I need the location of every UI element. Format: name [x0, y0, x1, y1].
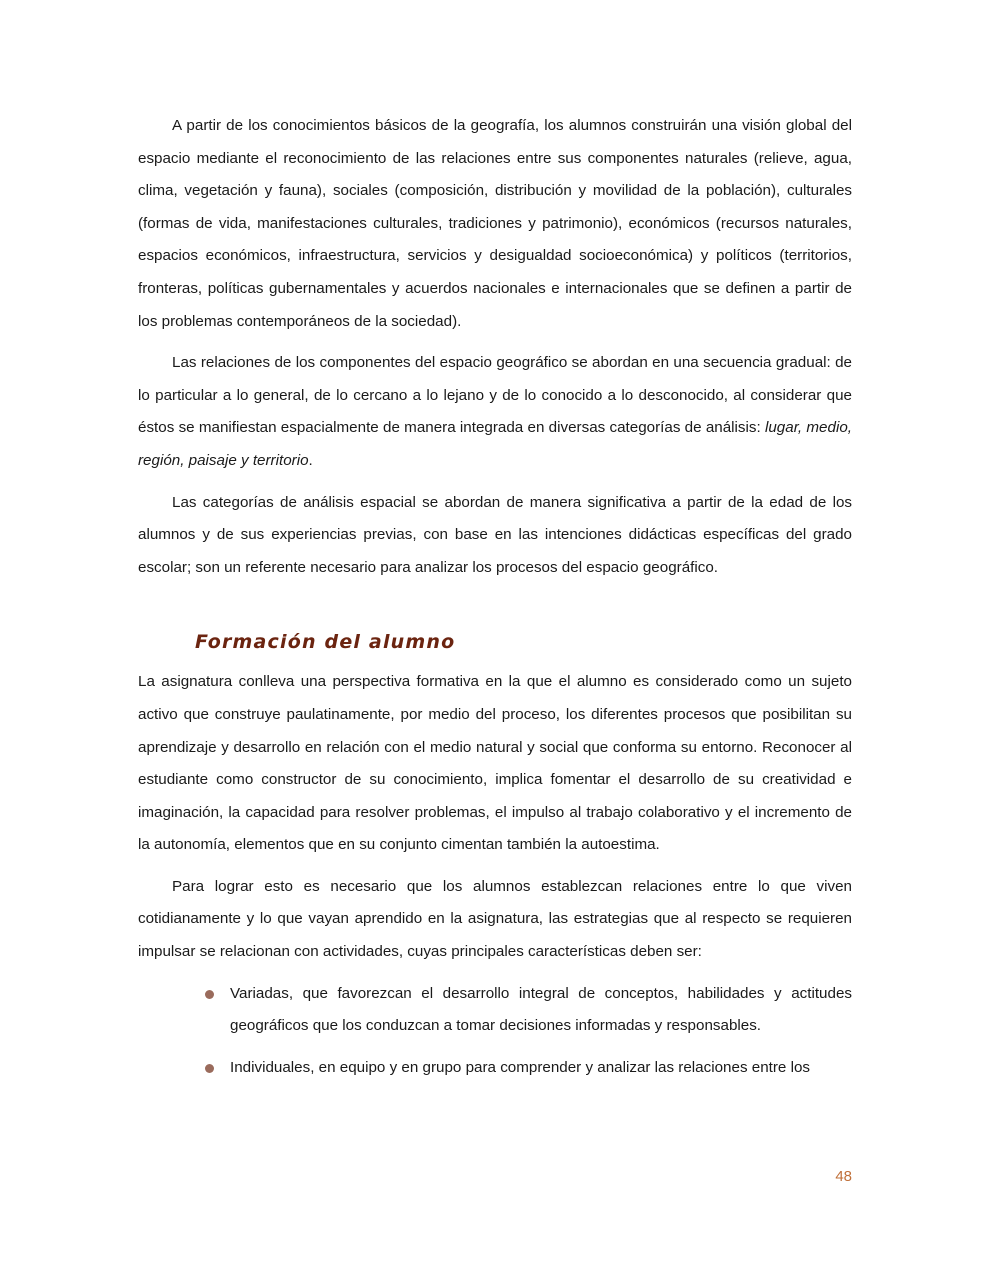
- paragraph-geography-vision: A partir de los conocimientos básicos de la geografía, los alumnos construirán una visión global del espacio mediante el reconocimiento de las relaciones entre sus componentes naturales (relieve, agua, clima, vegetación y fauna), sociales (composición, distribución y movilidad de la población), culturales (formas de vida, manifestaciones culturales, tradiciones y patrimonio), económicos (recursos naturales, espacios económicos, infraestructura, servicios y desigualdad socioeconómica) y políticos (territorios, fronteras, políticas gubernamentales y acuerdos nacionales e internacionales que se definen a partir de los problemas contemporáneos de la sociedad).: [138, 117, 852, 330]
- page-number: 48: [835, 1168, 852, 1185]
- paragraph-analysis-categories: Las categorías de análisis espacial se abordan de manera significativa a partir de la edad de los alumnos y de sus experiencias previas, con base en las intenciones didácticas específicas del grado escolar; son un referente necesario para analizar los procesos del espacio geográfico.: [138, 493, 852, 576]
- list-item-text: Variadas, que favorezcan el desarrollo integral de conceptos, habilidades y actitudes geográficos que los conduzcan a tomar decisiones informadas y responsables.: [230, 984, 852, 1035]
- list-item: [230, 1052, 852, 1085]
- characteristics-list: [138, 978, 852, 1085]
- list-item: [230, 978, 852, 1043]
- bullet-dot-icon: [205, 990, 214, 999]
- paragraph-formative-perspective: La asignatura conlleva una perspectiva formativa en la que el alumno es considerado como un sujeto activo que construye paulatinamente, por medio del proceso, los diferentes procesos que posibilitan su aprendizaje y desarrollo en relación con el medio natural y social que conforma su entorno. Reconocer al estudiante como constructor de su conocimiento, implica fomentar el desarrollo de su creatividad e imaginación, la capacidad para resolver problemas, el impulso al trabajo colaborativo y el incremento de la autonomía, elementos que en su conjunto cimentan también la autoestima.: [138, 673, 852, 854]
- list-item-text: Individuales, en equipo y en grupo para comprender y analizar las relaciones entre los: [230, 1058, 811, 1076]
- paragraph-relations-text: Las relaciones de los componentes del espacio geográfico se abordan en una secuencia gradual: de lo particular a lo general, de lo cercano a lo lejano y de lo conocido a lo desconocido, al considerar que éstos se manifiestan espacialmente de manera integrada en diversas categorías de análisis:: [138, 354, 852, 437]
- section-heading: Formación del alumno: [195, 631, 456, 654]
- paragraph-relations-sequence: [138, 347, 852, 477]
- page-content: [138, 110, 852, 1093]
- paragraph-relations-end: .: [308, 451, 313, 469]
- paragraph-strategies: Para lograr esto es necesario que los alumnos establezcan relaciones entre lo que viven cotidianamente y lo que vayan aprendido en la asignatura, las estrategias que al respecto se requieren impulsar se relacionan con actividades, cuyas principales características deben ser:: [138, 877, 852, 961]
- analysis-categories-italic: lugar, medio, región, paisaje y territorio: [138, 419, 852, 469]
- bullet-dot-icon: [205, 1064, 214, 1073]
